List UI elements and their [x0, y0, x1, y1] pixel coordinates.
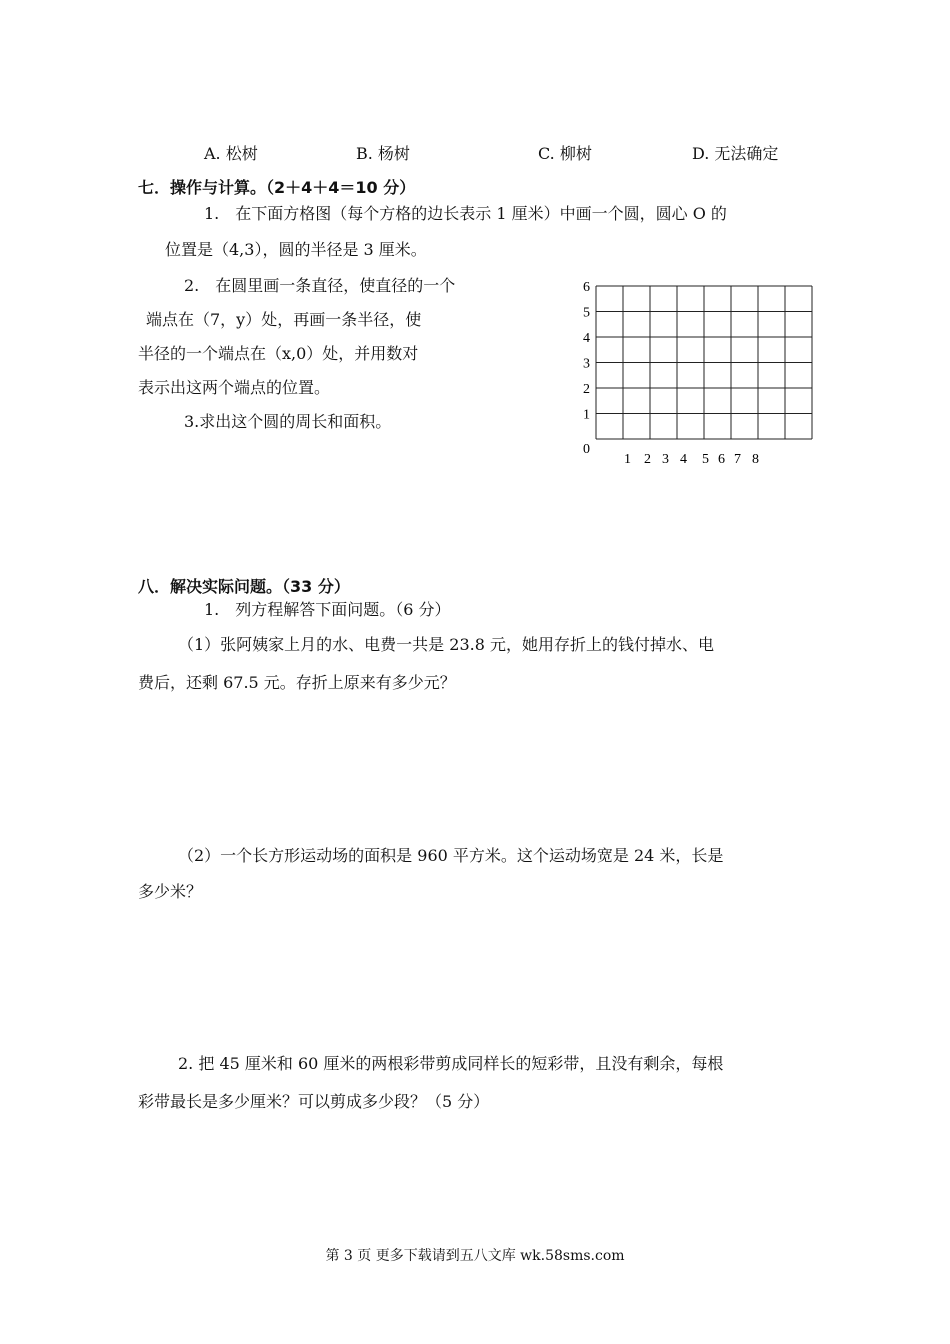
y-axis-label: 3: [583, 356, 590, 372]
x-axis-label: 7: [734, 452, 741, 467]
x-axis-label: 1: [624, 452, 631, 467]
section-8-q1-title: 1. 列方程解答下面问题。（6 分）: [204, 600, 451, 619]
section-7-q2-line4: 表示出这两个端点的位置。: [138, 378, 331, 397]
x-axis-labels: [624, 452, 759, 467]
y-axis-label: 2: [583, 382, 590, 397]
section-7-q3: 3.求出这个圆的周长和面积。: [184, 412, 392, 431]
option-c: C. 柳树: [538, 144, 592, 163]
section-8-q2-line2: 彩带最长是多少厘米？可以剪成多少段？（5 分）: [138, 1092, 490, 1111]
section-7-q1-line1: 1. 在下面方格图（每个方格的边长表示 1 厘米）中画一个圆，圆心 O 的: [204, 204, 727, 223]
option-a: A. 松树: [204, 144, 258, 163]
x-axis-label: 2: [644, 452, 651, 467]
y-axis-label: 6: [583, 280, 590, 295]
y-axis-label: 0: [583, 442, 590, 457]
x-axis-label: 4: [680, 452, 687, 467]
section-7-title: 七．操作与计算。（2＋4＋4＝10 分）: [138, 178, 416, 197]
page-footer: 第 3 页 更多下载请到五八文库 wk.58sms.com: [325, 1248, 625, 1264]
y-axis-label: 5: [583, 305, 590, 321]
coordinate-grid: [570, 278, 820, 468]
section-8-title: 八．解决实际问题。（33 分）: [138, 577, 350, 596]
section-8-q1a-line1: （1）张阿姨家上月的水、电费一共是 23.8 元，她用存折上的钱付掉水、电: [178, 635, 714, 654]
x-axis-label: 3: [662, 452, 669, 467]
option-d: D. 无法确定: [692, 144, 779, 163]
y-axis-label: 1: [583, 407, 590, 423]
section-8-q1b-line2: 多少米？: [138, 882, 203, 901]
section-7-q2-line1: 2. 在圆里画一条直径，使直径的一个: [184, 276, 456, 295]
x-axis-label: 5: [702, 452, 709, 467]
section-8-q1b-line1: （2）一个长方形运动场的面积是 960 平方米。这个运动场宽是 24 米，长是: [178, 846, 724, 865]
y-axis-label: 4: [583, 331, 590, 346]
section-7-q1-line2: 位置是（4,3），圆的半径是 3 厘米。: [165, 240, 427, 259]
option-b: B. 杨树: [356, 144, 410, 163]
y-axis-labels: [583, 280, 590, 457]
grid-lines: [596, 286, 812, 439]
x-axis-label: 8: [752, 452, 759, 467]
section-7-q2-line2: 端点在（7，y）处，再画一条半径，使: [146, 310, 422, 329]
x-axis-label: 6: [718, 452, 725, 467]
section-8-q2-line1: 2. 把 45 厘米和 60 厘米的两根彩带剪成同样长的短彩带，且没有剩余，每根: [178, 1054, 724, 1073]
section-7-q2-line3: 半径的一个端点在（x,0）处，并用数对: [138, 344, 419, 363]
section-8-q1a-line2: 费后，还剩 67.5 元。存折上原来有多少元？: [138, 673, 456, 692]
